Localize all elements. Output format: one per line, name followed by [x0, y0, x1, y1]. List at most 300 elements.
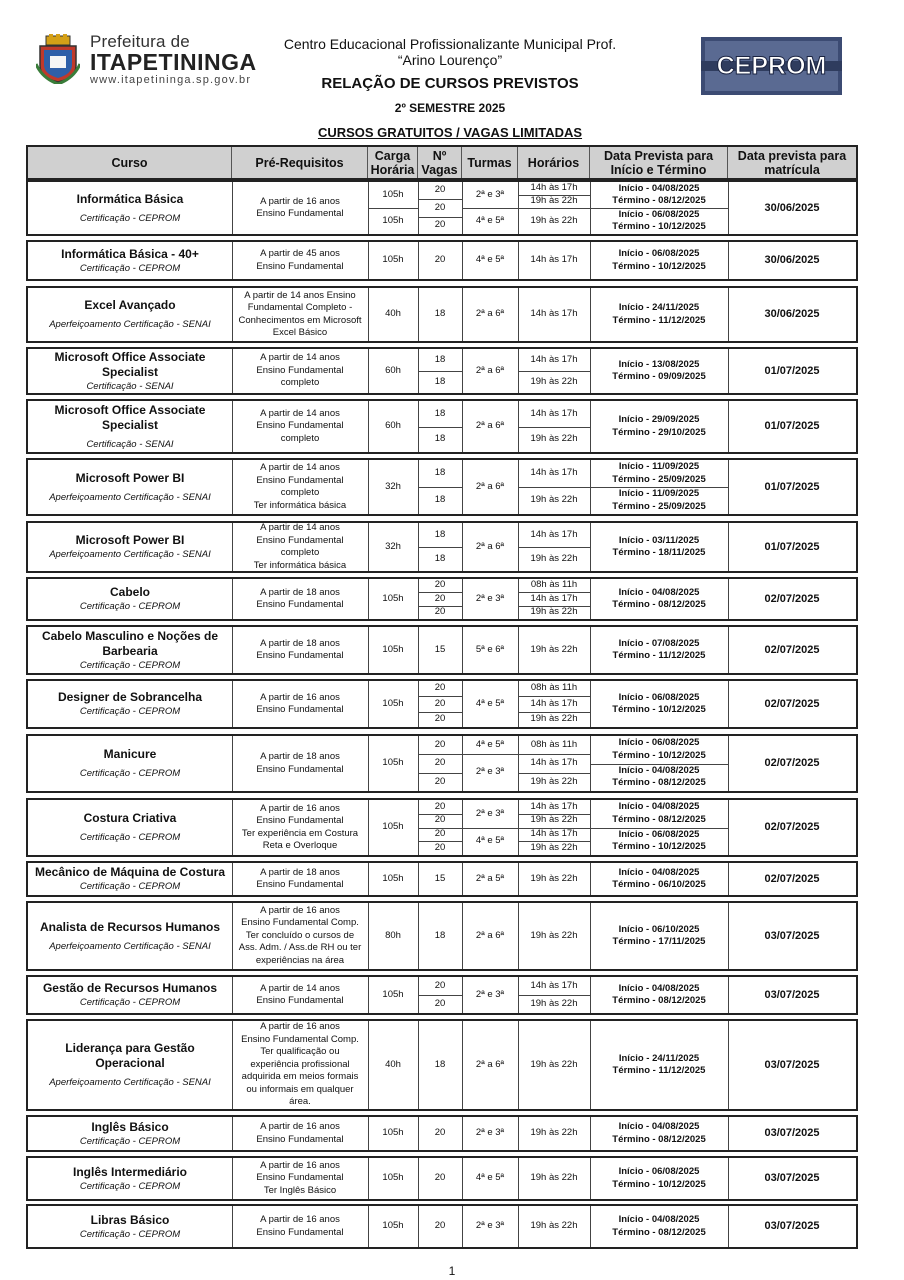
- class-days-value: 2ª a 6ª: [475, 1058, 505, 1070]
- dates-cell: [590, 208, 728, 234]
- end-date: Término - 10/12/2025: [612, 221, 706, 232]
- course-name-cell: [28, 1117, 232, 1150]
- col-header-curso: Curso: [28, 147, 232, 178]
- vacancies-value: 20: [434, 219, 446, 231]
- schedule-value: 19h às 22h: [530, 1220, 578, 1232]
- row-divider: [590, 487, 728, 488]
- row-divider: [418, 773, 462, 774]
- class-days-value: 4ª e 5ª: [475, 254, 505, 266]
- semester-label: 2º SEMESTRE 2025: [394, 101, 506, 115]
- prerequisites-cell: [232, 242, 368, 279]
- svg-text:CEPROM: CEPROM: [716, 52, 827, 80]
- end-date: Término - 08/12/2025: [612, 777, 706, 789]
- course-name-cell: [28, 681, 232, 727]
- course-certification: Certificação - CEPROM: [79, 1135, 181, 1147]
- course-name: Informática Básica: [76, 191, 184, 206]
- dates-cell: [590, 487, 728, 514]
- enrollment-date: 01/07/2025: [764, 364, 820, 377]
- col-header-horarios: Horários: [518, 147, 590, 178]
- workload-value: 40h: [385, 308, 401, 320]
- vacancies-value: 18: [434, 1058, 446, 1070]
- course-row: [26, 458, 858, 516]
- text-line: completo: [280, 487, 320, 498]
- row-divider: [518, 592, 590, 593]
- text-line: A partir de 18 anos: [260, 586, 340, 598]
- vacancies-value: 20: [434, 1127, 446, 1139]
- text-line: A partir de 16 anos: [260, 1021, 340, 1033]
- start-date: Início - 04/08/2025: [618, 1214, 700, 1225]
- row-divider: [590, 208, 728, 209]
- prerequisites-cell: [232, 1021, 368, 1109]
- vacancies-value: 20: [434, 1220, 446, 1232]
- vacancies-value: 20: [434, 979, 446, 991]
- vacancies-value: 20: [434, 592, 446, 604]
- course-certification: Certificação - CEPROM: [79, 768, 181, 779]
- prerequisites-cell: [232, 579, 368, 619]
- end-date: Término - 17/11/2025: [612, 936, 706, 947]
- class-days-value: 2ª e 3ª: [475, 807, 505, 819]
- text-line: A partir de 16 anos: [260, 1159, 340, 1171]
- start-date: Início - 06/08/2025: [618, 248, 700, 259]
- end-date: Término - 08/12/2025: [612, 995, 706, 1006]
- enrollment-date: 02/07/2025: [764, 872, 820, 885]
- class-days-value: 4ª e 5ª: [475, 1172, 505, 1184]
- class-days-value: 4ª e 5ª: [475, 214, 505, 226]
- course-name: Gestão de Recursos Humanos: [42, 981, 218, 995]
- row-divider: [518, 828, 590, 829]
- enrollment-date: 30/06/2025: [764, 201, 820, 214]
- start-date: Início - 06/08/2025: [618, 208, 700, 220]
- prefeitura-logo: [36, 32, 276, 88]
- course-certification: Certificação - CEPROM: [79, 212, 181, 224]
- course-name-line2: Barbearia: [102, 643, 158, 658]
- course-certification: Certificação - CEPROM: [79, 706, 181, 717]
- vacancies-value: 15: [434, 872, 446, 884]
- course-row: [26, 798, 858, 857]
- row-divider: [418, 712, 462, 713]
- text-line: Ensino Fundamental: [256, 599, 344, 610]
- start-date: Início - 04/08/2025: [618, 586, 700, 598]
- schedule-value: 14h às 17h: [530, 592, 578, 604]
- class-days-value: 2ª a 6ª: [475, 364, 505, 376]
- text-line: Ensino Fundamental: [256, 208, 344, 219]
- course-row: [26, 521, 858, 573]
- end-date: Término - 11/12/2025: [612, 650, 706, 661]
- text-line: Ensino Fundamental: [256, 650, 344, 661]
- page-title: RELAÇÃO DE CURSOS PREVISTOS: [321, 75, 579, 92]
- course-name-cell: [28, 903, 232, 969]
- text-line: A partir de 14 anos: [260, 522, 340, 533]
- course-name-cell: [28, 800, 232, 855]
- row-divider: [462, 208, 518, 209]
- course-certification: Aperfeiçoamento Certificação - SENAI: [49, 319, 211, 330]
- schedule-value: 19h às 22h: [530, 1058, 578, 1070]
- vacancies-value: 20: [434, 682, 446, 694]
- dates-cell: [590, 579, 728, 619]
- row-divider: [462, 828, 518, 829]
- text-line: Ensino Fundamental: [256, 1226, 344, 1238]
- course-certification: Certificação - SENAI: [86, 380, 174, 392]
- course-row: [26, 286, 858, 343]
- schedule-value: 19h às 22h: [530, 775, 578, 787]
- dates-cell: [590, 977, 728, 1013]
- course-row: [26, 679, 858, 729]
- text-line: completo: [280, 432, 320, 444]
- vacancies-value: 18: [434, 929, 446, 941]
- class-days-value: 4ª e 5ª: [475, 835, 505, 846]
- schedule-value: 19h às 22h: [530, 375, 578, 387]
- schedule-value: 19h às 22h: [530, 841, 578, 853]
- course-name: Cabelo: [109, 585, 150, 599]
- text-line: Ter concluído o cursos de: [245, 929, 355, 941]
- enrollment-date: 02/07/2025: [764, 757, 820, 770]
- course-name-cell: [28, 863, 232, 895]
- row-divider: [418, 696, 462, 697]
- course-name: Designer de Sobrancelha: [57, 690, 203, 704]
- course-name-cell: [28, 977, 232, 1013]
- col-header-matricula: Data prevista para matrícula: [737, 148, 847, 177]
- course-name: Informática Básica - 40+: [61, 246, 199, 261]
- text-line: Ensino Fundamental Comp.: [241, 1033, 359, 1045]
- start-date: Início - 04/08/2025: [618, 764, 700, 776]
- workload-value: 105h: [382, 1127, 404, 1139]
- prerequisites-cell: [232, 349, 368, 393]
- text-line: Ensino Fundamental: [256, 995, 344, 1006]
- row-divider: [418, 592, 462, 593]
- text-line: Ensino Fundamental: [256, 1133, 344, 1145]
- row-divider: [518, 427, 590, 428]
- row-divider: [418, 814, 462, 815]
- vacancies-value: 20: [434, 775, 446, 787]
- text-line: área.: [289, 1096, 311, 1108]
- institution-name: Centro Educacional Profissionalizante Municipal Prof.: [283, 36, 617, 52]
- vacancies-value: 20: [434, 713, 446, 725]
- text-line: A partir de 16 anos: [260, 904, 340, 916]
- vacancies-value: 20: [434, 757, 446, 769]
- row-divider: [462, 754, 518, 755]
- course-row: [26, 399, 858, 454]
- class-days-value: 2ª e 3ª: [475, 766, 505, 778]
- enrollment-date: 30/06/2025: [764, 308, 820, 321]
- vacancies-value: 18: [434, 467, 446, 479]
- workload-value: 32h: [385, 540, 401, 552]
- row-divider: [518, 208, 590, 209]
- course-certification: Aperfeiçoamento Certificação - SENAI: [49, 1077, 211, 1088]
- workload-value: 105h: [382, 214, 404, 226]
- row-divider: [418, 828, 462, 829]
- vacancies-value: 20: [434, 254, 446, 266]
- text-line: Conhecimentos em Microsoft: [238, 314, 362, 326]
- prerequisites-cell: [232, 401, 368, 452]
- class-days-value: 4ª e 5ª: [475, 738, 505, 750]
- vacancies-value: 20: [434, 1172, 446, 1184]
- enrollment-date: 03/07/2025: [764, 1172, 820, 1185]
- course-row: [26, 625, 858, 675]
- text-line: Ensino Fundamental: [256, 815, 344, 826]
- row-divider: [518, 547, 590, 548]
- course-name-cell: [28, 182, 232, 234]
- enrollment-date: 03/07/2025: [764, 1220, 820, 1233]
- enrollment-date: 02/07/2025: [764, 821, 820, 834]
- text-line: Fundamental Completo -: [247, 302, 353, 313]
- course-name: Excel Avançado: [84, 298, 176, 312]
- row-divider: [518, 814, 590, 815]
- start-date: Início - 03/11/2025: [618, 534, 700, 546]
- course-name: Costura Criativa: [83, 811, 177, 825]
- schedule-value: 19h às 22h: [530, 195, 578, 207]
- course-name-cell: [28, 460, 232, 514]
- text-line: Ter qualificação ou: [260, 1046, 340, 1058]
- start-date: Início - 06/10/2025: [618, 923, 700, 935]
- dates-cell: [590, 828, 728, 856]
- text-line: Ass. Adm. / Ass.de RH ou ter: [238, 942, 362, 954]
- vacancies-value: 18: [434, 308, 446, 320]
- row-divider: [518, 487, 590, 488]
- end-date: Término - 18/11/2025: [612, 547, 706, 558]
- row-divider: [418, 371, 462, 372]
- row-divider: [518, 371, 590, 372]
- end-date: Término - 10/12/2025: [612, 260, 706, 272]
- schedule-value: 14h às 17h: [530, 254, 578, 266]
- enrollment-date: 02/07/2025: [764, 697, 820, 710]
- vacancies-value: 20: [434, 201, 446, 213]
- dates-cell: [590, 349, 728, 393]
- vacancies-value: 20: [434, 997, 446, 1009]
- class-days-value: 2ª e 3ª: [475, 988, 505, 1000]
- start-date: Início - 11/09/2025: [618, 488, 700, 499]
- col-header-prereq: Pré-Requisitos: [232, 147, 368, 178]
- schedule-value: 19h às 22h: [530, 1172, 578, 1184]
- course-row: [26, 1156, 858, 1201]
- text-line: Ensino Fundamental: [256, 879, 344, 890]
- vacancies-value: 20: [434, 184, 446, 196]
- start-date: Início - 04/08/2025: [618, 182, 700, 194]
- row-divider: [418, 841, 462, 842]
- text-line: Ensino Fundamental: [256, 1172, 344, 1184]
- text-line: A partir de 45 anos: [260, 248, 340, 259]
- schedule-value: 14h às 17h: [530, 182, 578, 194]
- schedule-value: 14h às 17h: [530, 407, 578, 419]
- row-divider: [518, 606, 590, 607]
- end-date: Término - 29/10/2025: [612, 426, 706, 438]
- start-date: Início - 11/09/2025: [618, 461, 700, 472]
- course-certification: Certificação - CEPROM: [79, 601, 181, 612]
- schedule-value: 19h às 22h: [530, 606, 578, 618]
- vacancies-value: 15: [434, 643, 446, 655]
- workload-value: 40h: [385, 1058, 401, 1070]
- course-name-cell: [28, 401, 232, 452]
- course-name-line2: Operacional: [95, 1056, 165, 1070]
- dates-cell: [590, 1206, 728, 1247]
- course-name: Manicure: [103, 747, 157, 761]
- institution-honoree: “Arino Lourenço”: [397, 52, 503, 68]
- course-name: Liderança para Gestão: [65, 1041, 195, 1055]
- prerequisites-cell: [232, 681, 368, 727]
- course-row: [26, 240, 858, 281]
- text-line: A partir de 14 anos: [260, 407, 340, 419]
- vacancies-value: 20: [434, 738, 446, 750]
- vacancies-value: 20: [434, 800, 446, 812]
- text-line: Ter experiência em Costura: [241, 827, 359, 839]
- dates-cell: [590, 800, 728, 828]
- row-divider: [418, 199, 462, 200]
- end-date: Término - 25/09/2025: [612, 473, 706, 485]
- course-certification: Aperfeiçoamento Certificação - SENAI: [49, 940, 211, 952]
- course-name: Analista de Recursos Humanos: [39, 919, 221, 934]
- row-divider: [518, 696, 590, 697]
- vacancies-value: 18: [434, 528, 446, 540]
- end-date: Término - 10/12/2025: [612, 749, 706, 761]
- text-line: Ensino Fundamental: [256, 260, 344, 272]
- vacancies-value: 18: [434, 353, 446, 365]
- dates-cell: [590, 460, 728, 487]
- prerequisites-cell: [232, 523, 368, 571]
- course-row: [26, 975, 858, 1015]
- end-date: Término - 06/10/2025: [612, 879, 706, 890]
- start-date: Início - 24/11/2025: [618, 1052, 700, 1064]
- schedule-value: 14h às 17h: [530, 308, 578, 320]
- course-name: Cabelo Masculino e Noções de: [41, 628, 219, 643]
- class-days-value: 2ª e 3ª: [475, 1220, 505, 1232]
- text-line: A partir de 18 anos: [260, 866, 340, 878]
- course-name-cell: [28, 523, 232, 571]
- vacancies-value: 20: [434, 697, 446, 709]
- enrollment-date: 02/07/2025: [764, 643, 820, 656]
- class-days-value: 2ª e 3ª: [475, 1127, 505, 1139]
- end-date: Término - 25/09/2025: [612, 500, 706, 512]
- col-header-datas: Data Prevista para Início e Término: [590, 147, 728, 178]
- text-line: A partir de 14 anos: [260, 462, 340, 473]
- dates-cell: [590, 182, 728, 208]
- class-days-value: 2ª a 6ª: [475, 929, 505, 941]
- end-date: Término - 08/12/2025: [612, 813, 706, 825]
- table-header: [26, 145, 858, 180]
- vacancies-value: 20: [434, 579, 446, 591]
- course-name: Libras Básico: [90, 1212, 170, 1227]
- col-header-turmas: Turmas: [462, 147, 518, 178]
- dates-cell: [590, 523, 728, 571]
- text-line: Ensino Fundamental: [256, 364, 344, 376]
- row-divider: [518, 841, 590, 842]
- text-line: Ter Inglês Básico: [263, 1184, 337, 1196]
- course-name: Microsoft Power BI: [75, 533, 185, 547]
- class-days-value: 2ª e 3ª: [475, 188, 505, 200]
- schedule-value: 19h às 22h: [530, 643, 578, 655]
- row-divider: [518, 712, 590, 713]
- city-name: ITAPETININGA: [90, 49, 257, 75]
- text-line: Ter informática básica: [253, 559, 347, 571]
- course-row: [26, 861, 858, 897]
- course-name-cell: [28, 1021, 232, 1109]
- course-row: [26, 1115, 858, 1152]
- course-certification: Aperfeiçoamento Certificação - SENAI: [49, 549, 211, 560]
- course-name-cell: [28, 242, 232, 279]
- course-name-line2: Specialist: [101, 417, 159, 432]
- enrollment-date: 03/07/2025: [764, 929, 820, 942]
- end-date: Término - 11/12/2025: [612, 1065, 706, 1076]
- prerequisites-cell: [232, 1158, 368, 1199]
- course-name-cell: [28, 736, 232, 791]
- enrollment-date: 30/06/2025: [764, 254, 820, 267]
- subtitle: CURSOS GRATUITOS / VAGAS LIMITADAS: [317, 125, 583, 140]
- start-date: Início - 13/08/2025: [618, 358, 700, 370]
- prerequisites-cell: [232, 460, 368, 514]
- end-date: Término - 09/09/2025: [612, 371, 706, 382]
- text-line: completo: [280, 547, 320, 558]
- row-divider: [590, 764, 728, 765]
- class-days-value: 2ª a 6ª: [475, 420, 505, 432]
- prerequisites-cell: [232, 800, 368, 855]
- text-line: Reta e Overloque: [262, 840, 338, 851]
- start-date: Início - 06/08/2025: [618, 1166, 700, 1177]
- course-certification: Certificação - SENAI: [86, 438, 174, 450]
- course-row: [26, 180, 858, 236]
- dates-cell: [590, 627, 728, 673]
- end-date: Término - 08/12/2025: [612, 599, 706, 610]
- course-name: Inglês Básico: [91, 1119, 169, 1134]
- prerequisites-cell: [232, 863, 368, 895]
- row-divider: [418, 754, 462, 755]
- schedule-value: 19h às 22h: [530, 433, 578, 444]
- dates-cell: [590, 764, 728, 792]
- course-certification: Certificação - CEPROM: [79, 1228, 181, 1240]
- start-date: Início - 04/08/2025: [618, 1121, 700, 1132]
- vacancies-value: 18: [434, 552, 446, 564]
- dates-cell: [590, 681, 728, 727]
- start-date: Início - 04/08/2025: [618, 866, 700, 878]
- dates-cell: [590, 1158, 728, 1199]
- prerequisites-cell: [232, 288, 368, 341]
- workload-value: 105h: [382, 643, 404, 655]
- schedule-value: 19h às 22h: [530, 872, 578, 884]
- row-divider: [518, 195, 590, 196]
- schedule-value: 19h às 22h: [530, 997, 578, 1009]
- text-line: Ensino Fundamental Comp.: [241, 917, 359, 929]
- row-divider: [418, 606, 462, 607]
- class-days-value: 5ª e 6ª: [475, 643, 505, 655]
- vacancies-value: 20: [434, 606, 446, 618]
- row-divider: [418, 487, 462, 488]
- schedule-value: 08h às 11h: [530, 682, 578, 694]
- prerequisites-cell: [232, 903, 368, 969]
- dates-cell: [590, 863, 728, 895]
- text-line: experiências na área: [255, 954, 345, 966]
- row-divider: [518, 754, 590, 755]
- city-website: www.itapetininga.sp.gov.br: [90, 74, 252, 86]
- vacancies-value: 18: [434, 407, 446, 419]
- prerequisites-cell: [232, 182, 368, 234]
- schedule-value: 14h às 17h: [530, 828, 578, 840]
- course-name-cell: [28, 627, 232, 673]
- text-line: A partir de 14 anos Ensino: [244, 289, 356, 301]
- workload-value: 105h: [382, 821, 404, 833]
- row-divider: [418, 217, 462, 218]
- text-line: A partir de 16 anos: [260, 802, 340, 814]
- schedule-value: 19h às 22h: [530, 552, 578, 564]
- text-line: A partir de 16 anos: [260, 1121, 340, 1132]
- course-name-cell: [28, 579, 232, 619]
- row-divider: [518, 773, 590, 774]
- text-line: A partir de 14 anos: [260, 982, 340, 994]
- prerequisites-cell: [232, 627, 368, 673]
- course-certification: Certificação - CEPROM: [79, 1180, 181, 1192]
- prerequisites-cell: [232, 1206, 368, 1247]
- text-line: experiência profissional: [250, 1058, 350, 1070]
- row-divider: [368, 208, 418, 209]
- vacancies-value: 20: [434, 814, 446, 826]
- course-name: Microsoft Power BI: [75, 470, 185, 485]
- text-line: Ensino Fundamental: [256, 763, 344, 775]
